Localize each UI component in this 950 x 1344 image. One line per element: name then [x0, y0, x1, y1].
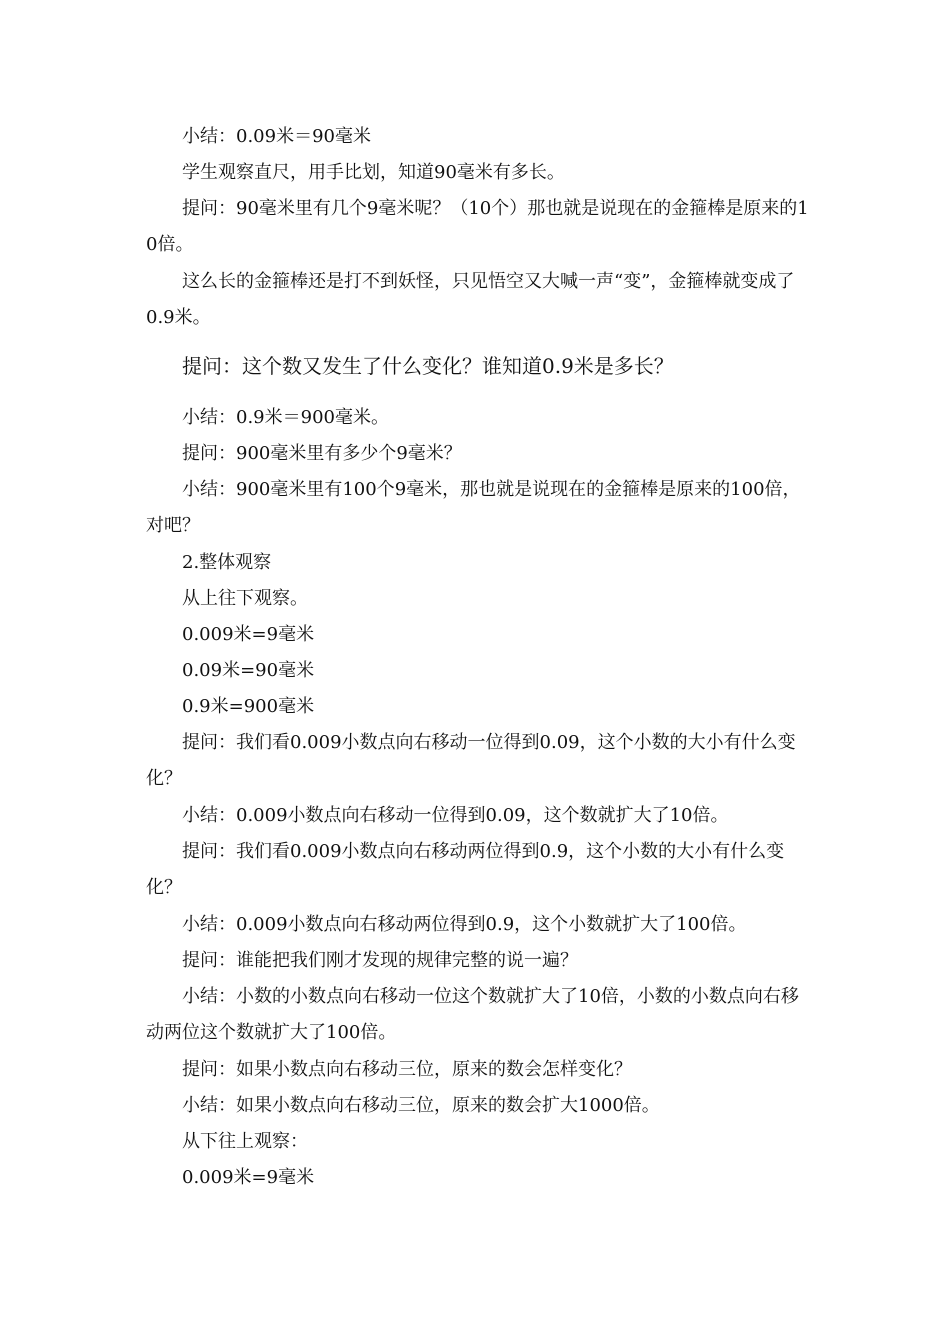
- question-paragraph-large: 提问：这个数又发生了什么变化？谁知道0.9米是多长？: [182, 354, 674, 378]
- observation-direction: 从下往上观察：: [182, 1131, 308, 1152]
- question-paragraph: 提问：90毫米里有几个9毫米呢？（10个）那也就是说现在的金箍棒是原来的10倍。: [146, 198, 809, 255]
- summary-paragraph: 小结：0.9米＝900毫米。: [182, 407, 389, 428]
- story-paragraph: 这么长的金箍棒还是打不到妖怪，只见悟空又大喊一声“变”，金箍棒就变成了0.9米。: [146, 271, 795, 328]
- observation-paragraph: 学生观察直尺，用手比划，知道90毫米有多长。: [182, 162, 565, 183]
- equation-line: 0.9米=900毫米: [182, 696, 315, 717]
- question-paragraph: 提问：我们看0.009小数点向右移动两位得到0.9，这个小数的大小有什么变化？: [146, 841, 785, 898]
- equation-line: 0.009米=9毫米: [182, 624, 315, 645]
- equation-line: 0.009米=9毫米: [182, 1167, 315, 1188]
- question-paragraph: 提问：如果小数点向右移动三位，原来的数会怎样变化？: [182, 1059, 632, 1080]
- equation-line: 0.09米=90毫米: [182, 660, 315, 681]
- summary-paragraph: 小结：0.09米＝90毫米: [182, 126, 371, 147]
- section-heading: 2.整体观察: [182, 552, 272, 573]
- summary-paragraph: 小结：如果小数点向右移动三位，原来的数会扩大1000倍。: [182, 1095, 660, 1116]
- question-paragraph: 提问：谁能把我们刚才发现的规律完整的说一遍？: [182, 950, 578, 971]
- question-paragraph: 提问：900毫米里有多少个9毫米？: [182, 443, 462, 464]
- summary-paragraph: 小结：0.009小数点向右移动一位得到0.09，这个数就扩大了10倍。: [182, 805, 729, 826]
- observation-direction: 从上往下观察。: [182, 588, 308, 609]
- summary-paragraph: 小结：900毫米里有100个9毫米，那也就是说现在的金箍棒是原来的100倍，对吧？: [146, 479, 801, 536]
- question-paragraph: 提问：我们看0.009小数点向右移动一位得到0.09，这个小数的大小有什么变化？: [146, 732, 796, 789]
- summary-paragraph: 小结：0.009小数点向右移动两位得到0.9，这个小数就扩大了100倍。: [182, 914, 747, 935]
- summary-paragraph: 小结：小数的小数点向右移动一位这个数就扩大了10倍，小数的小数点向右移动两位这个数就扩大了100倍。: [146, 986, 799, 1043]
